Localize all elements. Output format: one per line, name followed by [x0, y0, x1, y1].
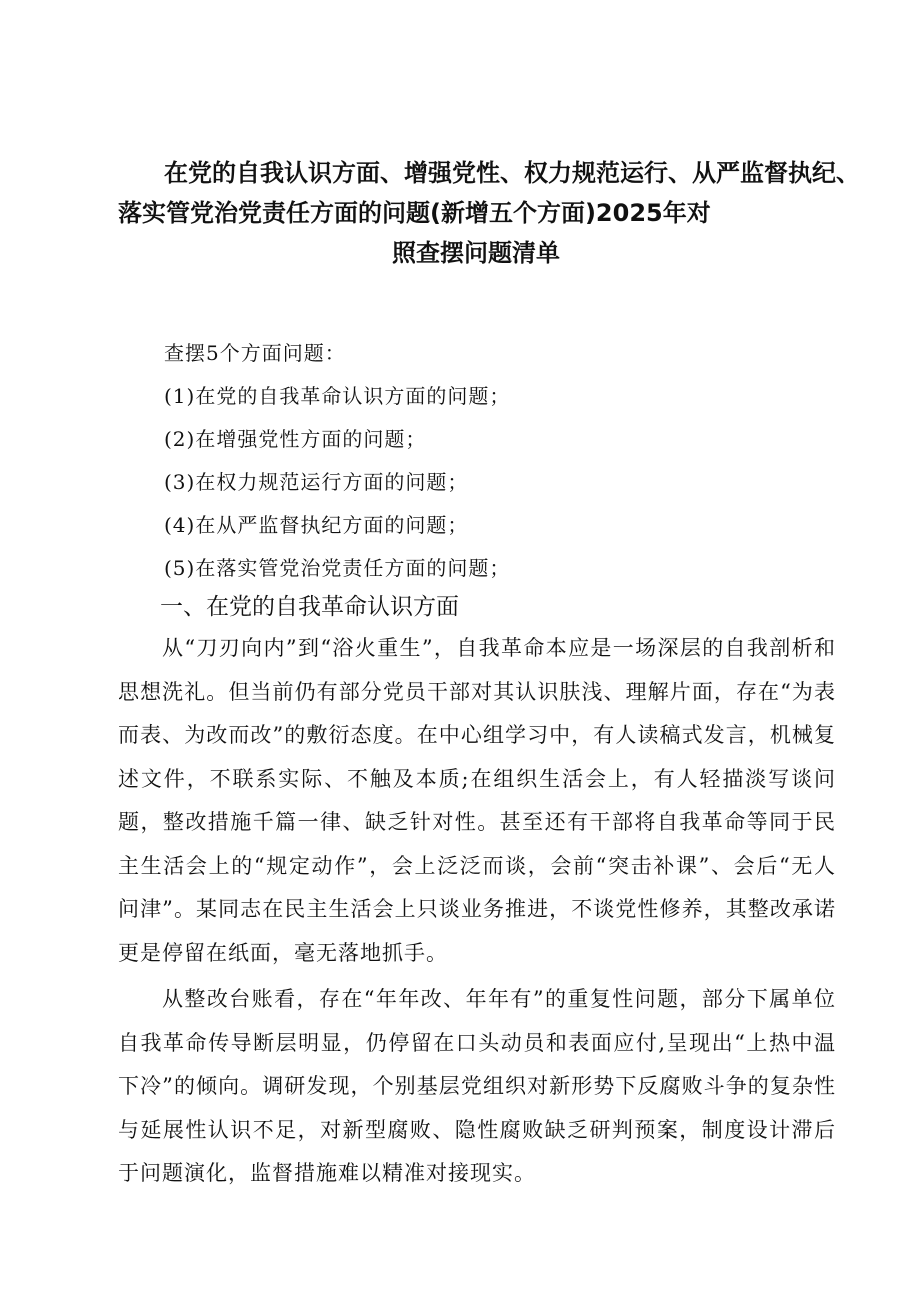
issue-list-item: (3)在权力规范运行方面的问题； — [164, 470, 469, 494]
issue-list — [164, 332, 864, 590]
issue-list-item: (5)在落实管党治党责任方面的问题； — [164, 556, 511, 580]
title-line-1: 在党的自我认识方面、增强党性、权力规范运行、从严监督执纪、 — [164, 159, 860, 187]
issue-list-item: (1)在党的自我革命认识方面的问题； — [164, 384, 511, 408]
title-line-2: 落实管党治党责任方面的问题(新增五个方面)2025年对 — [118, 199, 711, 227]
body-paragraph: 从“刀刃向内”到“浴火重生”，自我革命本应是一场深层的自我剖析和思想洗礼。但当前仍有部分党员干部对其认识肤浅、理解片面，存在“为表而表、为改而改”的敷衍态度。在中心组学习中，有人读稿式发言，机械复述文件，不联系实际、不触及本质;在组织生活会上，有人轻描淡写谈问题，整改措施千篇一律、缺乏针对性。甚至还有干部将自我革命等同于民主生活会上的“规定动作”，会上泛泛而谈，会前“突击补课”、会后“无人问津”。某同志在民主生活会上只谈业务推进，不谈党性修养，其整改承诺更是停留在纸面，毫无落地抓手。 — [118, 636, 836, 965]
issue-list-lead: 查摆5个方面问题： — [164, 341, 346, 365]
section-heading: 一、在党的自我革命认识方面 — [160, 594, 459, 620]
body-paragraph: 从整改台账看，存在“年年改、年年有”的重复性问题，部分下属单位自我革命传导断层明显，仍停留在口头动员和表面应付,呈现出“上热中温下冷”的倾向。调研发现，个别基层党组织对新形势下反腐败斗争的复杂性与延展性认识不足，对新型腐败、隐性腐败缺乏研判预案，制度设计滞后于问题演化，监督措施难以精准对接现实。 — [118, 987, 836, 1185]
title-line-3: 照查摆问题清单 — [392, 239, 560, 267]
issue-list-item: (2)在增强党性方面的问题； — [164, 427, 427, 451]
issue-list-item: (4)在从严监督执纪方面的问题； — [164, 513, 469, 537]
document-title — [118, 153, 860, 273]
